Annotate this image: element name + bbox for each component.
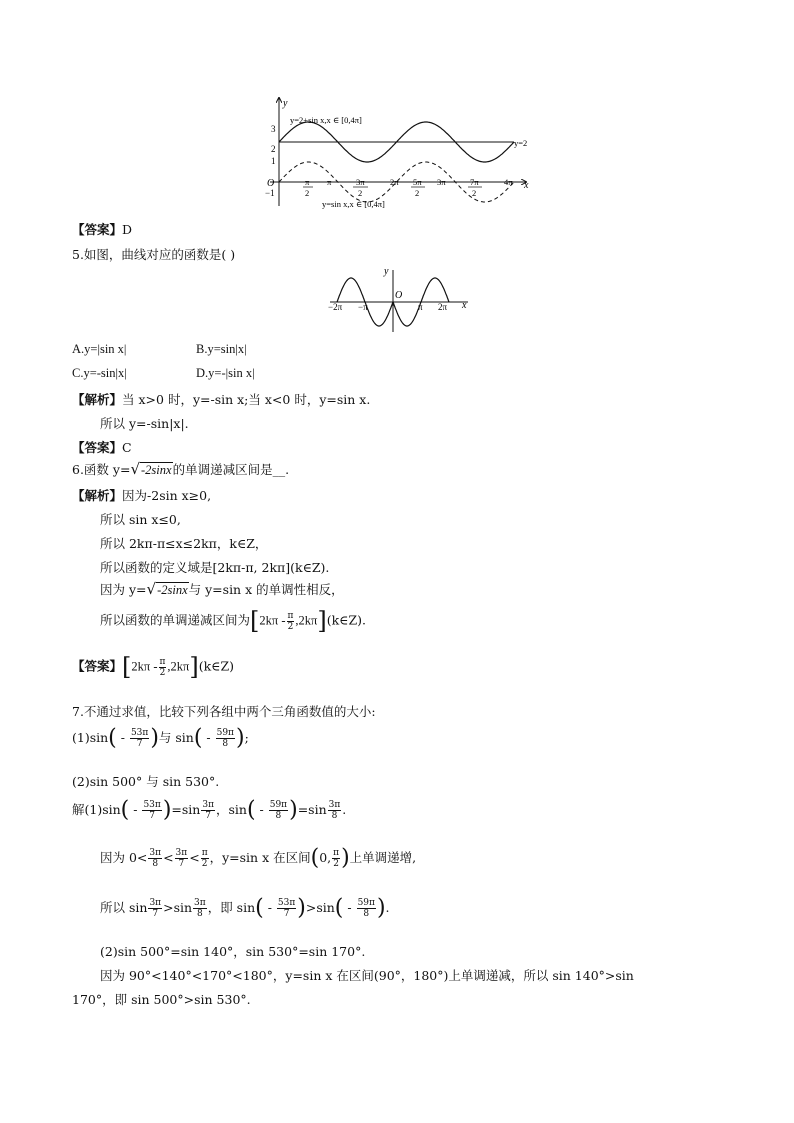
q7-so: 所以 sin $\frac{3\pi}{7}$ >sin $\frac{3\pi}{8}$ ，即 sin( - $\frac{53\pi}{7}$ )>sin( - $\frac{59\pi}{8}$ ).	[100, 895, 390, 921]
x-tick-2pi: 2π	[390, 177, 399, 187]
q7-because	[100, 845, 417, 871]
answer-tag: 【答案】	[72, 222, 123, 237]
y-axis-label: y	[384, 266, 389, 277]
tick-neg-2pi: −2π	[328, 302, 343, 312]
q5-option-a: A.y=|sin x|	[72, 342, 127, 356]
frac-den: 8	[331, 811, 338, 821]
q7-stem: 7.不通过求值，比较下列各组中两个三角函数值的大小:	[72, 704, 376, 719]
answer-tag: 【答案】	[72, 658, 123, 674]
text: >sin	[163, 900, 193, 915]
analysis-tag: 【解析】	[72, 392, 123, 407]
text: .	[342, 802, 347, 817]
q5-option-b: B.y=sin|x|	[196, 342, 247, 356]
frac-den: 7	[152, 909, 159, 919]
paren-right: )	[297, 895, 306, 921]
x-axis-label: x	[462, 300, 467, 311]
paren-right: )	[150, 725, 159, 751]
text: (1)sin	[72, 730, 109, 745]
fraction	[175, 848, 189, 869]
text: 0,	[319, 850, 332, 865]
origin-label: O	[267, 178, 275, 189]
frac-num: π	[159, 656, 166, 667]
text: ，sin	[216, 802, 247, 817]
x-tick-7pi-half-num: 7π	[470, 177, 479, 187]
analysis-tag: 【解析】	[72, 488, 123, 503]
bracket-left: [	[250, 607, 260, 635]
fraction	[148, 848, 162, 869]
frac-num: π	[333, 848, 340, 858]
x-tick-pi-half-num: π	[305, 177, 310, 187]
text: 因为 0<	[100, 850, 148, 865]
q7-solution-1: 解(1)sin( - $\frac{53\pi}{7}$ )=sin $\frac{3\pi}{7}$ ，sin( - $\frac{59\pi}{8}$ )=sin $\frac{3\pi}{8}$ .	[72, 797, 347, 823]
q7-solution-4: 170°，即 sin 500°>sin 530°.	[72, 992, 251, 1007]
answer-tag: 【答案】	[72, 440, 123, 455]
text: 解(1)sin	[72, 802, 121, 817]
frac-num: 53π	[277, 898, 296, 908]
y-tick-3: 3	[271, 124, 276, 134]
frac-num: 53π	[130, 728, 149, 738]
answer-value: D	[122, 222, 133, 237]
x-tick-4pi: 4π	[504, 177, 513, 187]
fraction	[287, 611, 295, 632]
line-post: (k∈Z).	[326, 612, 366, 628]
line-pre: 所以函数的单调递减区间为	[100, 612, 251, 628]
frac-den: 2	[287, 621, 294, 632]
q5-option-c: C.y=-sin|x|	[72, 366, 127, 380]
frac-den: 2	[159, 667, 166, 678]
text: .	[385, 900, 390, 915]
tick-neg-pi: −π	[358, 302, 368, 312]
text: <	[163, 850, 174, 865]
text: ，y=sin x 在区间	[209, 850, 311, 865]
q6-answer	[72, 653, 235, 681]
q7-solution-3: 因为 90°<140°<170°<180°，y=sin x 在区间(90°，180°)上单调递减，所以 sin 140°>sin	[100, 968, 634, 983]
fraction	[332, 848, 340, 869]
y-tick-neg1: −1	[265, 188, 275, 198]
frac-num: 3π	[202, 800, 214, 810]
y-tick-1: 1	[271, 156, 276, 166]
q6-analysis	[72, 486, 211, 504]
fraction	[328, 800, 342, 821]
minus-sin-abs-graph	[326, 264, 474, 336]
stem-post: 的单调递减区间是__.	[172, 462, 290, 477]
radicand: -2sinx	[141, 463, 172, 477]
frac-den: 7	[205, 811, 212, 821]
origin-label: O	[395, 290, 403, 301]
bottom-curve-label: y=sin x,x ∈ [0,4π]	[322, 199, 385, 209]
frac-den: 7	[136, 739, 143, 749]
q5-analysis	[72, 390, 370, 408]
line-post: 与 y=sin x 的单调性相反，	[188, 582, 344, 597]
frac-den: 8	[222, 739, 229, 749]
paren-left: (	[334, 895, 344, 921]
q5-option-d: D.y=-|sin x|	[196, 366, 255, 380]
frac-den: 2	[333, 859, 339, 869]
fraction	[277, 898, 296, 919]
answer-value: C	[122, 440, 132, 455]
analysis-line: 因为-2sin x≥0,	[122, 488, 212, 503]
interval-end: ,2kπ	[295, 613, 318, 628]
frac-den: 8	[275, 811, 282, 821]
text: <	[189, 850, 200, 865]
y-axis-label: y	[283, 98, 288, 109]
fraction	[130, 728, 149, 749]
radical: √	[130, 460, 140, 478]
fraction	[193, 898, 207, 919]
interval-start: 2kπ -	[259, 613, 286, 628]
line-label: y=2	[514, 138, 528, 148]
text: ;	[244, 730, 249, 745]
paren-right: )	[289, 797, 298, 823]
q5-stem: 5.如图，曲线对应的函数是( )	[72, 247, 236, 262]
frac-den: 8	[152, 859, 159, 869]
q5-answer	[72, 438, 132, 456]
paren-left: (	[108, 725, 117, 751]
x-axis-label: x	[524, 180, 529, 191]
interval-start: 2kπ -	[131, 659, 158, 674]
frac-num: 53π	[143, 800, 161, 810]
paren-left: (	[310, 845, 320, 871]
paren-left: (	[246, 797, 256, 823]
bracket-right: ]	[189, 653, 199, 681]
paren-left: (	[255, 895, 264, 921]
answer-post: (k∈Z)	[198, 658, 235, 674]
tick-pi: π	[418, 302, 423, 312]
fraction	[216, 728, 235, 749]
frac-den: 8	[196, 909, 203, 919]
fraction	[142, 800, 161, 821]
q5-analysis-line: 所以 y=-sin|x|.	[100, 416, 189, 431]
frac-num: 59π	[216, 728, 234, 738]
paren-left: (	[193, 725, 203, 751]
q7-part1: (1)sin( - $\frac{53\pi}{7}$ )与 sin( - $\frac{59\pi}{8}$ );	[72, 725, 249, 751]
y-tick-2: 2	[271, 144, 276, 154]
q6-stem	[72, 460, 289, 478]
stem-pre: 6.函数 y=	[72, 462, 131, 477]
text: =sin	[171, 802, 201, 817]
q6-line: 所以 sin x≤0,	[100, 512, 181, 527]
frac-num: 3π	[328, 800, 341, 810]
paren-right: )	[162, 797, 172, 823]
frac-den: 2	[201, 859, 208, 869]
sine-comparison-graph	[258, 94, 548, 214]
tick-2pi: 2π	[438, 302, 448, 312]
paren-left: (	[120, 797, 130, 823]
fraction	[357, 898, 376, 919]
text: >sin	[305, 900, 335, 915]
q6-line: 所以 2kπ-π≤x≤2kπ，k∈Z，	[100, 536, 268, 551]
x-tick-3pi: 3π	[437, 177, 446, 187]
x-tick-3pi-half-num: 3π	[356, 177, 365, 187]
frac-num: π	[201, 848, 208, 858]
fraction	[201, 848, 209, 869]
paren-right: )	[341, 845, 350, 871]
analysis-line: 当 x>0 时，y=-sin x;当 x<0 时，y=sin x.	[122, 392, 371, 407]
frac-num: 3π	[149, 848, 162, 858]
q6-line	[100, 580, 344, 598]
q4-answer	[72, 220, 132, 238]
paren-right: )	[235, 725, 245, 751]
frac-num: π	[287, 610, 294, 621]
text: 与 sin	[158, 730, 194, 745]
frac-den: 7	[149, 811, 155, 821]
fraction	[159, 657, 167, 678]
x-tick-7pi-half-den: 2	[472, 188, 477, 198]
x-tick-5pi-half-den: 2	[415, 188, 420, 198]
radicand: -2sinx	[157, 583, 188, 597]
frac-den: 7	[283, 909, 290, 919]
x-tick-5pi-half-num: 5π	[413, 177, 422, 187]
fraction	[148, 898, 162, 919]
frac-num: 59π	[269, 800, 288, 810]
x-tick-pi-half-den: 2	[305, 188, 310, 198]
text: 上单调递增,	[349, 850, 417, 865]
text: =sin	[297, 802, 327, 817]
paren-right: )	[376, 895, 386, 921]
top-curve-label: y=2+sin x,x ∈ [0,4π]	[290, 115, 362, 125]
bracket-left: [	[122, 653, 132, 681]
x-tick-3pi-half-den: 2	[358, 188, 363, 198]
interval-end: ,2kπ	[167, 659, 190, 674]
text: 所以 sin	[100, 900, 148, 915]
fraction	[201, 800, 215, 821]
text: ，即 sin	[207, 900, 256, 915]
frac-num: 3π	[149, 898, 162, 908]
q7-part2: (2)sin 500° 与 sin 530°.	[72, 774, 220, 789]
line-pre: 因为 y=	[100, 582, 147, 597]
fraction	[269, 800, 288, 821]
radical: √	[146, 580, 157, 598]
q6-line	[100, 607, 366, 635]
q6-line: 所以函数的定义域是[2kπ-π, 2kπ](k∈Z).	[100, 560, 330, 575]
frac-den: 8	[363, 909, 370, 919]
frac-den: 7	[178, 859, 185, 869]
q7-solution-2: (2)sin 500°=sin 140°，sin 530°=sin 170°.	[100, 944, 366, 959]
bracket-right: ]	[317, 607, 327, 635]
frac-num: 59π	[357, 898, 375, 908]
frac-num: 3π	[175, 848, 188, 858]
frac-num: 3π	[194, 898, 206, 908]
x-tick-pi: π	[327, 177, 332, 187]
